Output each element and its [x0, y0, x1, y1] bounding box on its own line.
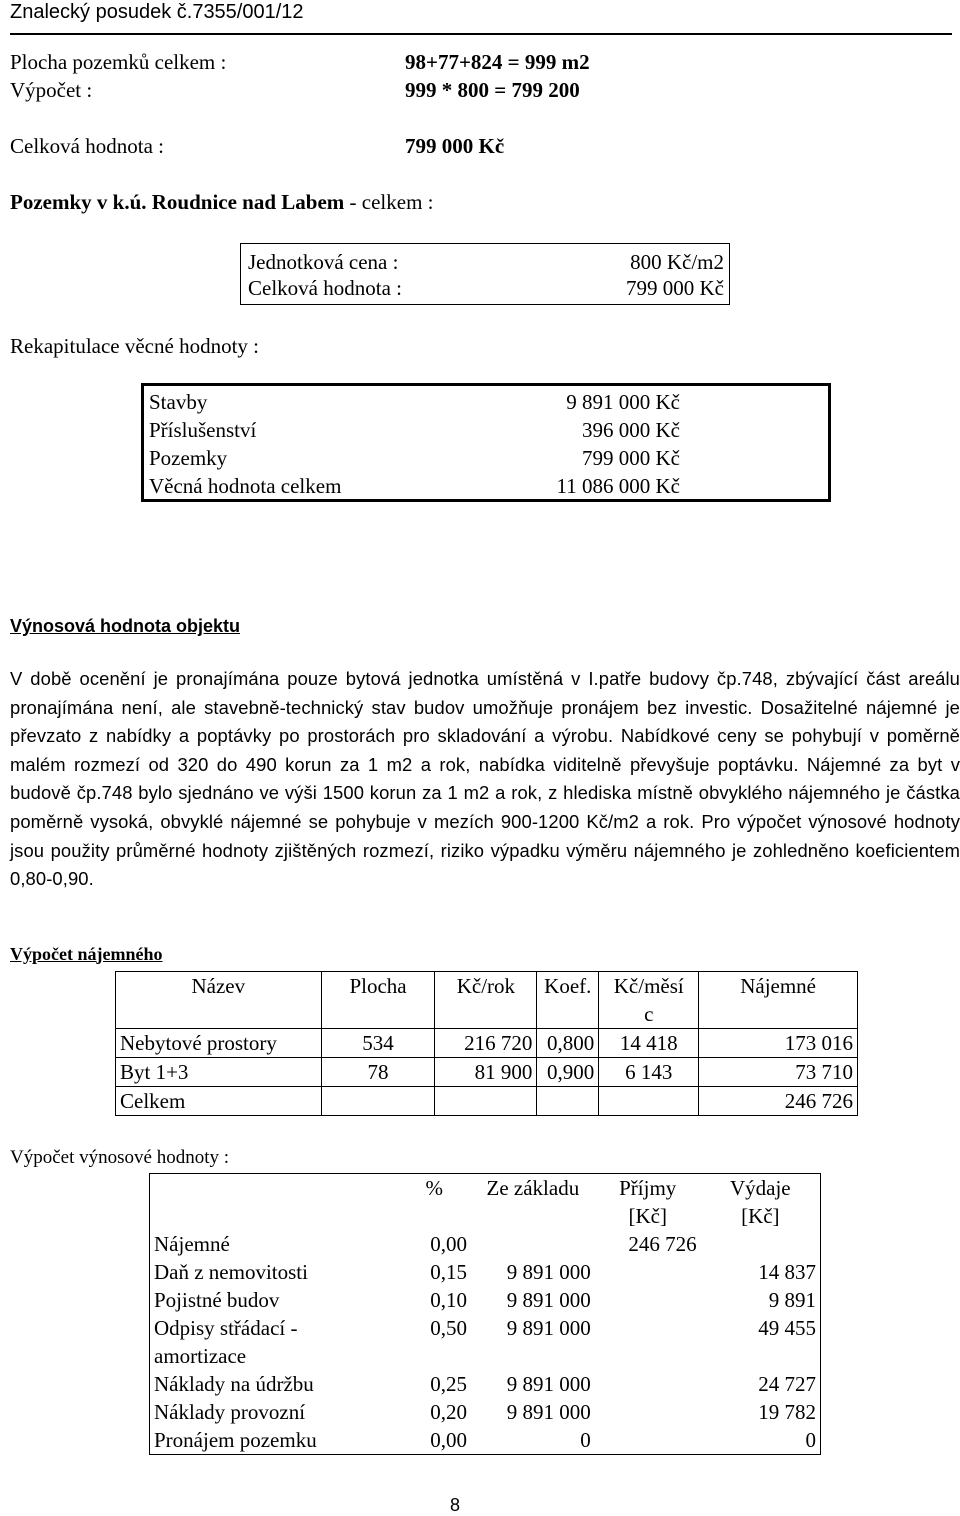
table-cell: Daň z nemovitosti [154, 1260, 308, 1284]
table-cell: 0,50 [430, 1316, 467, 1340]
table-cell [595, 1426, 701, 1455]
table-row [116, 1058, 858, 1087]
table-cell: 0,800 [537, 1029, 599, 1058]
table-cell: 9 891 000 [506, 1400, 591, 1424]
table-row [116, 1087, 858, 1116]
cadastre-heading [10, 190, 434, 215]
table-row [150, 1370, 821, 1398]
cadastre-heading-bold: Pozemky v k.ú. Roudnice nad Labem [10, 190, 345, 214]
table-cell: Náklady provozní [154, 1400, 306, 1424]
yield-table [149, 1173, 821, 1455]
header-divider [10, 33, 952, 35]
table-cell: 73 710 [699, 1058, 858, 1087]
table-cell: 173 016 [699, 1029, 858, 1058]
table-cell: 0 [805, 1428, 816, 1452]
table-cell: 9 891 000 [506, 1372, 591, 1396]
recap-label: Příslušenství [149, 418, 257, 442]
table-cell: 19 782 [758, 1400, 816, 1424]
table-row [116, 1029, 858, 1058]
recap-title: Rekapitulace věcné hodnoty : [10, 334, 259, 358]
table-cell [595, 1286, 701, 1314]
yield-section-title: Výnosová hodnota objektu [10, 616, 241, 636]
table-cell: 78 [321, 1058, 435, 1087]
table-header-line: [Kč] [628, 1204, 667, 1228]
recap-value: 799 000 Kč [582, 446, 680, 470]
table-row [150, 1426, 821, 1455]
table-header-line: Příjmy [619, 1176, 677, 1200]
table-cell [701, 1342, 821, 1370]
table-row [150, 1342, 821, 1370]
table-header [599, 972, 699, 1029]
table-cell: 246 726 [628, 1232, 697, 1256]
table-cell: 0,25 [430, 1372, 467, 1396]
table-cell [435, 1087, 537, 1116]
table-cell [701, 1230, 821, 1258]
land-total-value: 799 000 Kč [405, 134, 505, 158]
table-cell: 9 891 000 [506, 1288, 591, 1312]
table-cell: Byt 1+3 [116, 1058, 322, 1087]
table-cell [471, 1342, 595, 1370]
table-cell: Náklady na údržbu [154, 1372, 314, 1396]
box-total-label: Celková hodnota : [248, 276, 402, 300]
table-header-line: c [644, 1002, 654, 1026]
table-header: Plocha [321, 972, 435, 1029]
recap-label: Stavby [149, 390, 208, 414]
table-cell: 216 720 [435, 1029, 537, 1058]
box-total-value: 799 000 Kč [626, 276, 724, 300]
recap-value: 396 000 Kč [582, 418, 680, 442]
table-row [150, 1314, 821, 1342]
table-cell [595, 1342, 701, 1370]
rent-calc-title [10, 944, 163, 965]
table-cell: Celkem [116, 1087, 322, 1116]
table-header: Název [116, 972, 322, 1029]
document-title: Znalecký posudek č.7355/001/12 [10, 1, 304, 23]
recap-label: Věcná hodnota celkem [149, 474, 342, 498]
table-cell: 0,15 [430, 1260, 467, 1284]
table-cell [595, 1314, 701, 1342]
table-header-line: Kč/měsí [613, 974, 684, 998]
table-header [150, 1174, 400, 1231]
table-cell: 9 891 [768, 1288, 816, 1312]
table-cell: 0 [580, 1428, 591, 1452]
unit-price-label: Jednotková cena : [248, 250, 399, 274]
recap-label: Pozemky [149, 446, 228, 470]
table-cell [537, 1087, 599, 1116]
table-row [150, 1398, 821, 1426]
rent-table [115, 971, 858, 1116]
unit-price-box [240, 243, 730, 305]
table-cell: Odpisy střádací - [154, 1316, 298, 1340]
table-cell [599, 1087, 699, 1116]
table-cell: 9 891 000 [506, 1316, 591, 1340]
table-cell: 14 418 [599, 1029, 699, 1058]
table-cell: 9 891 000 [506, 1260, 591, 1284]
table-header: Koef. [537, 972, 599, 1029]
page-number: 8 [450, 1495, 461, 1515]
table-header: Ze základu [486, 1176, 580, 1200]
table-cell: 0,00 [430, 1428, 467, 1452]
table-cell: Pojistné budov [154, 1288, 280, 1312]
recap-box [141, 383, 831, 502]
yield-section-paragraph: V době ocenění je pronajímána pouze bytová jednotka umístěná v I.patře budovy čp.748, zbývající část areálu pronajímána není, ale stavebně-technický stav budov umožňuje pronájem bez investic. Dosažitelné nájemné je převzato z nabídky a poptávky po prostorách pro skladování a výrobu. Nabídkové ceny se pohybují v poměrně malém rozmezí od 320 do 490 korun za 1 m2 a rok, nabídka viditelně převyšuje poptávku. Nájemné za byt v budově čp.748 bylo sjednáno ve výši 1500 korun za 1 m2 a rok, z hlediska místně obvyklého nájemného je částka poměrně vysoká, obvyklé nájemné se pohybuje v mezích 900-1200 Kč/m2 a rok. Pro výpočet výnosové hodnoty jsou použity průměrné hodnoty zjištěných rozmezí, riziko výpadku výměru nájemného je zohledněno koeficientem 0,80-0,90. [10, 668, 960, 890]
table-cell: 246 726 [699, 1087, 858, 1116]
table-cell: 24 727 [758, 1372, 816, 1396]
table-cell: 14 837 [758, 1260, 816, 1284]
rent-calc-title-part: Výpočet ná [10, 944, 97, 964]
table-header-row [116, 972, 858, 1029]
table-header-row [150, 1174, 821, 1231]
unit-price-value: 800 Kč/m2 [630, 250, 724, 274]
table-cell [595, 1370, 701, 1398]
table-cell: Nebytové prostory [116, 1029, 322, 1058]
table-header-line: [Kč] [741, 1204, 780, 1228]
land-calc-label: Výpočet : [10, 78, 93, 102]
table-cell: 0,900 [537, 1058, 599, 1087]
land-area-label: Plocha pozemků celkem : [10, 50, 227, 74]
table-row [150, 1286, 821, 1314]
table-header: Nájemné [699, 972, 858, 1029]
land-total-label: Celková hodnota : [10, 134, 164, 158]
table-header: Kč/rok [435, 972, 537, 1029]
land-calc-value: 999 * 800 = 799 200 [405, 78, 580, 102]
table-cell: Pronájem pozemku [154, 1428, 317, 1452]
recap-value: 11 086 000 Kč [556, 474, 680, 498]
cadastre-heading-rest: - celkem : [344, 190, 434, 214]
table-header: % [425, 1176, 443, 1200]
table-header [701, 1174, 821, 1231]
table-row [150, 1230, 821, 1258]
table-row [150, 1258, 821, 1286]
table-cell [471, 1230, 595, 1258]
table-cell: 0,00 [430, 1232, 467, 1256]
table-header-line: Výdaje [729, 1176, 791, 1200]
yield-calc-title: Výpočet výnosové hodnoty : [10, 1147, 230, 1168]
table-cell: 81 900 [435, 1058, 537, 1087]
table-cell: 6 143 [599, 1058, 699, 1087]
table-cell: 49 455 [758, 1316, 816, 1340]
table-cell: amortizace [154, 1344, 247, 1368]
table-cell: 0,10 [430, 1288, 467, 1312]
table-cell [399, 1342, 471, 1370]
rent-calc-title-part: jemného [96, 944, 163, 964]
table-cell: 0,20 [430, 1400, 467, 1424]
table-cell: 534 [321, 1029, 435, 1058]
land-area-value: 98+77+824 = 999 m2 [405, 50, 590, 74]
table-cell: Nájemné [154, 1232, 230, 1256]
table-header [595, 1174, 701, 1231]
table-cell [321, 1087, 435, 1116]
recap-value: 9 891 000 Kč [566, 390, 680, 414]
table-cell [595, 1398, 701, 1426]
table-cell [595, 1258, 701, 1286]
